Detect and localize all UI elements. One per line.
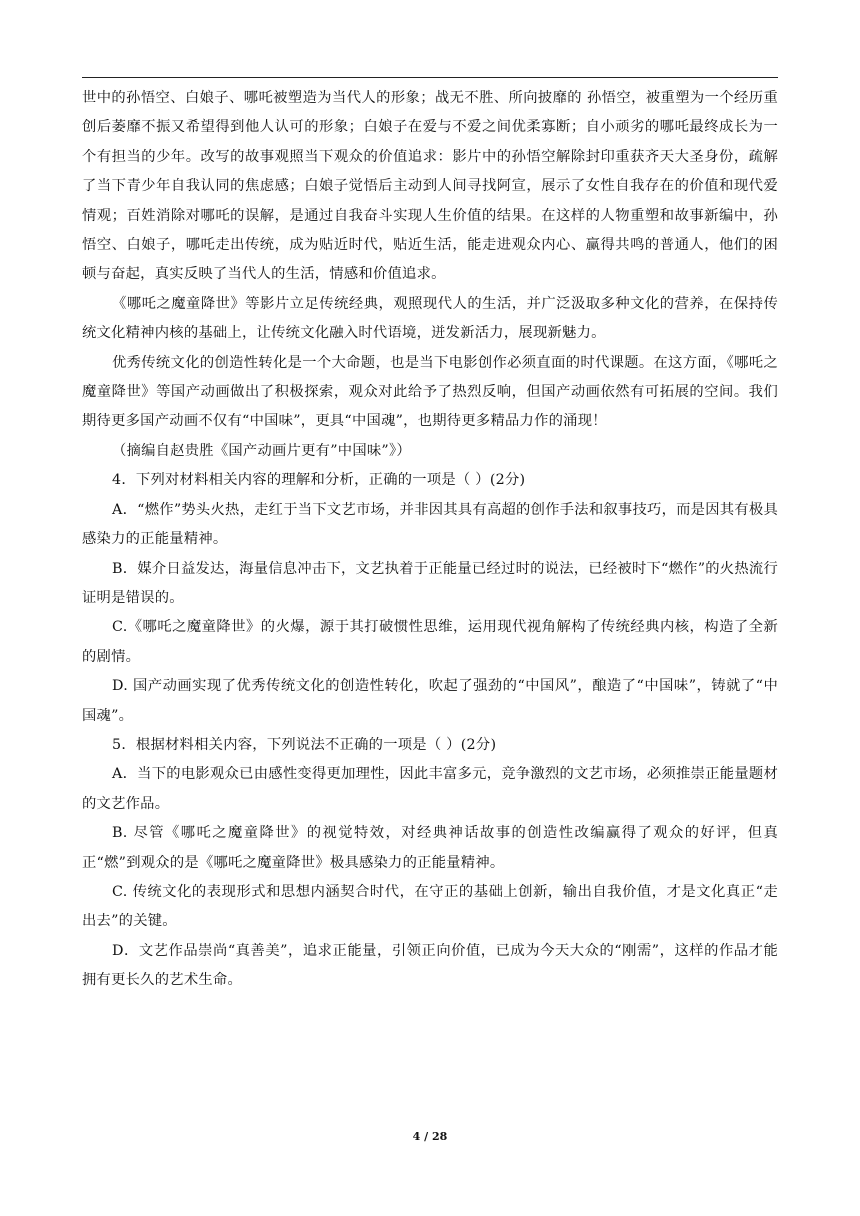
question-4-option-d: D. 国产动画实现了优秀传统文化的创造性转化，吹起了强劲的“中国风”，酿造了“中国味”，铸就了“中国魂”。 [82, 678, 778, 724]
paragraph: 优秀传统文化的创造性转化是一个大命题，也是当下电影创作必须直面的时代课题。在这方面，《哪吒之魔童降世》等国产动画做出了积极探索，观众对此给予了热烈反响，但国产动画依然有可拓展的空间。我们期待更多国产动画不仅有“中国味”，更具“中国魂”，也期待更多精品力作的涌现！ [82, 354, 778, 430]
source-citation: （摘编自赵贵胜《国产动画片更有”中国味”》） [112, 442, 411, 459]
question-5-option-c: C. 传统文化的表现形式和思想内涵契合时代，在守正的基础上创新，输出自我价值，才是文化真正“走出去”的关键。 [82, 883, 778, 930]
question-4-option-c: C.《哪吒之魔童降世》的火爆，源于其打破惯性思维，运用现代视角解构了传统经典内核，构造了全新的剧情。 [82, 619, 778, 665]
question-4-stem: 4．下列对材料相关内容的理解和分析，正确的一项是（ ）(2分) [112, 472, 526, 489]
page-number: 4 / 28 [412, 1130, 448, 1143]
paragraph: 《哪吒之魔童降世》等影片立足传统经典，观照现代人的生活，并广泛汲取多种文化的营养，在保持传统文化精神内核的基础上，让传统文化融入时代语境，迸发新活力，展现新魅力。 [82, 295, 778, 342]
header-rule [82, 77, 778, 78]
question-5-option-a: A．当下的电影观众已由感性变得更加理性，因此丰富多元，竞争激烈的文艺市场，必须推崇正能量题材的文艺作品。 [82, 766, 778, 812]
question-5-option-b: B. 尽管《哪吒之魔童降世》的视觉特效，对经典神话故事的创造性改编赢得了观众的好评，但真正“燃”到观众的是《哪吒之魔童降世》极具感染力的正能量精神。 [82, 825, 778, 871]
question-5-option-d: D．文艺作品崇尚“真善美”，追求正能量，引领正向价值，已成为今天大众的“刚需”，这样的作品才能拥有更长久的艺术生命。 [82, 942, 778, 989]
paragraph: 世中的孙悟空、白娘子、哪吒被塑造为当代人的形象；战无不胜、所向披靡的 孙悟空，被重塑为一个经历重创后萎靡不振又希望得到他人认可的形象；白娘子在爱与不爱之间优柔寡断；自小顽劣的哪吒最终成长为一个有担当的少年。改写的故事观照当下观众的价值追求：影片中的孙悟空解除封印重获齐天大圣身份，疏解了当下青少年自我认同的焦虑感；白娘子觉悟后主动到人间寻找阿宣，展示了女性自我存在的价值和现代爱情观；百姓消除对哪吒的误解，是通过自我奋斗实现人生价值的结果。在这样的人物重塑和故事新编中，孙悟空、白娘子，哪吒走出传统，成为贴近时代，贴近生活，能走进观众内心、赢得共鸣的普通人，他们的困顿与奋起，真实反映了当代人的生活，情感和价值追求。 [82, 90, 778, 283]
question-4-option-b: B．媒介日益发达，海量信息冲击下，文艺执着于正能量已经过时的说法，已经被时下“燃作”的火热流行证明是错误的。 [82, 560, 778, 606]
document-body [82, 84, 778, 996]
question-4-option-a: A．“燃作”势头火热，走红于当下文艺市场，并非因其具有高超的创作手法和叙事技巧，而是因其有极具感染力的正能量精神。 [82, 501, 778, 548]
question-5-stem: 5．根据材料相关内容，下列说法不正确的一项是（ ）(2分) [112, 736, 497, 753]
